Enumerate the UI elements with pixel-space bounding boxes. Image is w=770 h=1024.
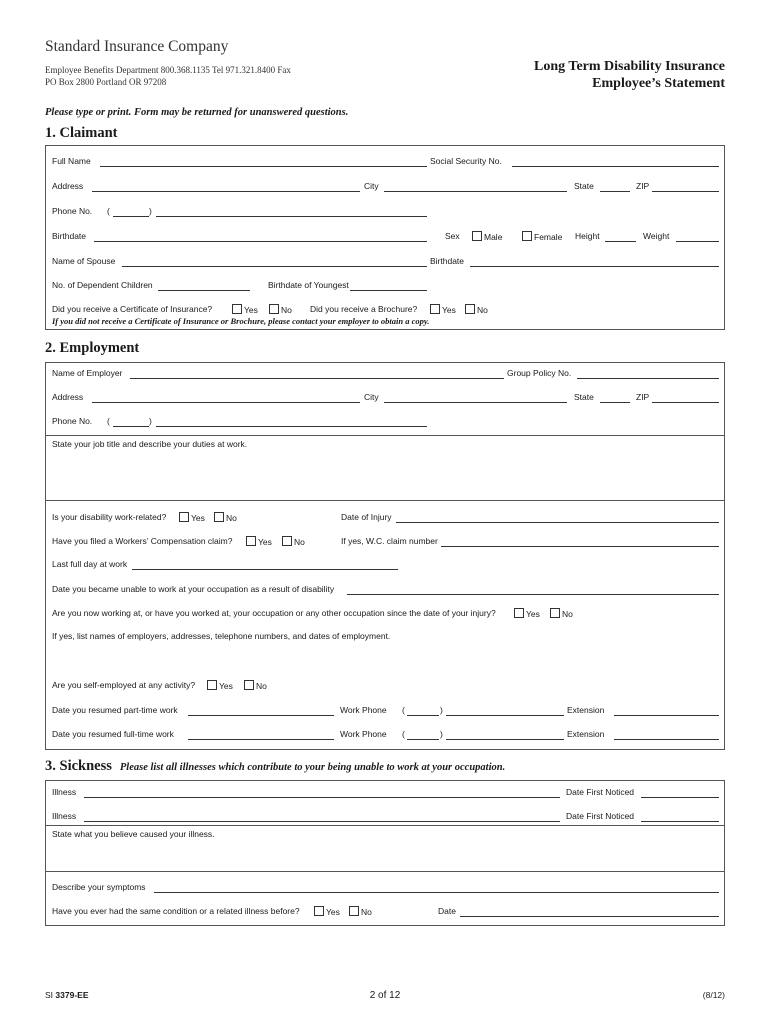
- row-address: [52, 181, 718, 194]
- certificate-yes-option[interactable]: [232, 304, 258, 315]
- part-time-phone-area-field[interactable]: [407, 705, 439, 716]
- form-number-code: 3379-EE: [55, 990, 89, 1000]
- wc-claim-field[interactable]: [441, 536, 719, 547]
- cause-label: State what you believe caused your illness.: [52, 829, 215, 839]
- address-field[interactable]: [92, 181, 360, 192]
- height-label: Height: [575, 231, 600, 241]
- illness-1-date-field[interactable]: [641, 787, 719, 798]
- revision-date: (8/12): [702, 990, 725, 1000]
- illness-label: Illness: [52, 811, 77, 821]
- certificate-question: Did you receive a Certificate of Insurance?: [52, 304, 213, 314]
- spouse-birthdate-label: Birthdate: [430, 256, 465, 266]
- certificate-note: If you did not receive a Certificate of Insurance or Brochure, please contact your employer to obtain a copy.: [52, 316, 430, 326]
- form-title-line-2: Employee’s Statement: [592, 76, 725, 91]
- job-title-label: State your job title and describe your duties at work.: [52, 439, 248, 449]
- row-phone: [52, 206, 718, 219]
- working-no-checkbox[interactable]: [550, 608, 560, 618]
- working-question: Are you now working at, or have you worked at, your occupation or any other occupation since the date of your injury?: [52, 608, 496, 618]
- work-phone-label: Work Phone: [340, 705, 387, 715]
- city-field[interactable]: [384, 181, 567, 192]
- birthdate-field[interactable]: [94, 231, 427, 242]
- employer-address-field[interactable]: [92, 392, 360, 403]
- no-label: No: [477, 305, 488, 315]
- employer-field[interactable]: [130, 368, 504, 379]
- symptoms-label: Describe your symptoms: [52, 882, 146, 892]
- no-label: No: [281, 305, 292, 315]
- female-checkbox[interactable]: [522, 231, 532, 241]
- yes-label: Yes: [191, 513, 205, 523]
- ssn-label: Social Security No.: [430, 156, 502, 166]
- workers-comp-question: Have you filed a Workers’ Compensation claim?: [52, 536, 233, 546]
- illness-1-field[interactable]: [84, 787, 560, 798]
- part-time-phone-field[interactable]: [446, 705, 564, 716]
- row-cause: [52, 829, 718, 842]
- phone-paren-open: (: [402, 729, 405, 739]
- work-phone-label: Work Phone: [340, 729, 387, 739]
- spouse-field[interactable]: [122, 256, 427, 267]
- illness-2-date-field[interactable]: [641, 811, 719, 822]
- extension-label: Extension: [567, 729, 605, 739]
- page-number: 2 of 12: [369, 990, 401, 1001]
- brochure-yes-checkbox[interactable]: [430, 304, 440, 314]
- phone-paren-open: (: [107, 206, 110, 216]
- phone-number-field[interactable]: [156, 206, 427, 217]
- yes-label: Yes: [526, 609, 540, 619]
- ssn-field[interactable]: [512, 156, 719, 167]
- same-condition-yes-checkbox[interactable]: [314, 906, 324, 916]
- yes-label: Yes: [442, 305, 456, 315]
- same-condition-no-checkbox[interactable]: [349, 906, 359, 916]
- work-related-question: Is your disability work-related?: [52, 512, 167, 522]
- brochure-no-checkbox[interactable]: [465, 304, 475, 314]
- date-label: Date: [438, 906, 456, 916]
- row-employer-phone: [52, 416, 718, 429]
- employer-address-label: Address: [52, 392, 84, 402]
- no-label: No: [562, 609, 573, 619]
- city-label: City: [364, 181, 379, 191]
- state-label: State: [574, 181, 594, 191]
- date-injury-label: Date of Injury: [341, 512, 392, 522]
- zip-field[interactable]: [652, 181, 719, 192]
- working-yes-checkbox[interactable]: [514, 608, 524, 618]
- youngest-field[interactable]: [350, 280, 427, 291]
- no-label: No: [361, 907, 372, 917]
- no-label: No: [226, 513, 237, 523]
- zip-label: ZIP: [636, 181, 650, 191]
- phone-paren-open: (: [107, 416, 110, 426]
- work-related-no-checkbox[interactable]: [214, 512, 224, 522]
- self-employed-no-checkbox[interactable]: [244, 680, 254, 690]
- department-line-2: PO Box 2800 Portland OR 97208: [45, 77, 167, 87]
- row-spouse: [52, 256, 718, 269]
- list-employers-label: If yes, list names of employers, addresses, telephone numbers, and dates of employment.: [52, 631, 391, 641]
- sickness-heading: 3. Sickness: [45, 758, 112, 774]
- row-work-related: [52, 512, 718, 525]
- workers-comp-no-checkbox[interactable]: [282, 536, 292, 546]
- male-option[interactable]: [472, 231, 502, 242]
- certificate-no-checkbox[interactable]: [269, 304, 279, 314]
- row-part-time: [52, 705, 718, 718]
- phone-label: Phone No.: [52, 206, 93, 216]
- sickness-section: [45, 780, 725, 926]
- self-employed-no-option[interactable]: [244, 680, 267, 691]
- yes-label: Yes: [258, 537, 272, 547]
- same-condition-question: Have you ever had the same condition or a related illness before?: [52, 906, 300, 916]
- weight-label: Weight: [643, 231, 670, 241]
- full-time-phone-field[interactable]: [446, 729, 564, 740]
- brochure-no-option[interactable]: [465, 304, 488, 315]
- phone-paren-open: (: [402, 705, 405, 715]
- no-label: No: [294, 537, 305, 547]
- youngest-label: Birthdate of Youngest: [268, 280, 349, 290]
- work-related-yes-checkbox[interactable]: [179, 512, 189, 522]
- row-workers-comp: [52, 536, 718, 549]
- divider: [46, 825, 724, 826]
- unable-date-field[interactable]: [347, 584, 719, 595]
- company-name: Standard Insurance Company: [45, 38, 229, 55]
- form-title-line-1: Long Term Disability Insurance: [534, 59, 725, 74]
- row-symptoms: [52, 882, 718, 895]
- self-employed-yes-checkbox[interactable]: [207, 680, 217, 690]
- employer-zip-label: ZIP: [636, 392, 650, 402]
- phone-paren-close: ): [440, 705, 443, 715]
- employer-state-label: State: [574, 392, 594, 402]
- row-full-name: [52, 156, 718, 169]
- phone-area-code-field[interactable]: [113, 206, 149, 217]
- workers-comp-yes-option[interactable]: [246, 536, 272, 547]
- section-employment-heading: 2. Employment: [45, 340, 140, 356]
- employer-phone-area-field[interactable]: [113, 416, 149, 427]
- phone-paren-close: ): [149, 416, 152, 426]
- spouse-birthdate-field[interactable]: [470, 256, 719, 267]
- employer-state-field[interactable]: [600, 392, 630, 403]
- state-field[interactable]: [600, 181, 630, 192]
- same-condition-yes-option[interactable]: [314, 906, 340, 917]
- divider: [46, 500, 724, 501]
- yes-label: Yes: [326, 907, 340, 917]
- working-yes-option[interactable]: [514, 608, 540, 619]
- address-label: Address: [52, 181, 84, 191]
- divider: [46, 871, 724, 872]
- phone-paren-close: ): [149, 206, 152, 216]
- divider: [46, 435, 724, 436]
- employer-city-label: City: [364, 392, 379, 402]
- date-first-noticed-label: Date First Noticed: [566, 811, 635, 821]
- yes-label: Yes: [219, 681, 233, 691]
- weight-field[interactable]: [676, 231, 719, 242]
- row-illness-1: [52, 787, 718, 800]
- row-job-title: [52, 439, 718, 452]
- employment-section: [45, 362, 725, 750]
- certificate-yes-checkbox[interactable]: [232, 304, 242, 314]
- height-field[interactable]: [605, 231, 636, 242]
- row-list-employers: [52, 631, 718, 644]
- row-birthdate: [52, 231, 718, 244]
- part-time-field[interactable]: [188, 705, 334, 716]
- section-sickness-heading: [45, 758, 505, 775]
- part-time-label: Date you resumed part-time work: [52, 705, 178, 715]
- employer-label: Name of Employer: [52, 368, 123, 378]
- certificate-no-option[interactable]: [269, 304, 292, 315]
- birthdate-label: Birthdate: [52, 231, 87, 241]
- full-time-extension-field[interactable]: [614, 729, 719, 740]
- illness-label: Illness: [52, 787, 77, 797]
- form-title: [534, 58, 725, 92]
- workers-comp-yes-checkbox[interactable]: [246, 536, 256, 546]
- row-last-day: [52, 559, 718, 572]
- phone-paren-close: ): [440, 729, 443, 739]
- self-employed-yes-option[interactable]: [207, 680, 233, 691]
- section-claimant-heading: 1. Claimant: [45, 125, 118, 141]
- group-policy-field[interactable]: [577, 368, 719, 379]
- full-time-field[interactable]: [188, 729, 334, 740]
- employer-city-field[interactable]: [384, 392, 567, 403]
- workers-comp-no-option[interactable]: [282, 536, 305, 547]
- form-number-prefix: SI: [45, 990, 56, 1000]
- last-day-field[interactable]: [132, 559, 398, 570]
- unable-date-label: Date you became unable to work at your occupation as a result of disability: [52, 584, 335, 594]
- children-field[interactable]: [158, 280, 250, 291]
- female-option[interactable]: [522, 231, 562, 242]
- employer-phone-field[interactable]: [156, 416, 427, 427]
- same-condition-date-field[interactable]: [460, 906, 719, 917]
- yes-label: Yes: [244, 305, 258, 315]
- male-label: Male: [484, 232, 503, 242]
- brochure-question: Did you receive a Brochure?: [310, 304, 418, 314]
- row-self-employed: [52, 680, 718, 693]
- department-line-1: Employee Benefits Department 800.368.1135 Tel 971.321.8400 Fax: [45, 65, 291, 75]
- working-no-option[interactable]: [550, 608, 573, 619]
- work-related-yes-option[interactable]: [179, 512, 205, 523]
- spouse-label: Name of Spouse: [52, 256, 116, 266]
- row-working: [52, 608, 718, 621]
- employer-zip-field[interactable]: [652, 392, 719, 403]
- employer-phone-label: Phone No.: [52, 416, 93, 426]
- full-time-phone-area-field[interactable]: [407, 729, 439, 740]
- row-children: [52, 280, 718, 293]
- sex-label: Sex: [445, 231, 460, 241]
- department-info: [45, 64, 291, 88]
- full-name-label: Full Name: [52, 156, 91, 166]
- illness-2-field[interactable]: [84, 811, 560, 822]
- female-label: Female: [534, 232, 563, 242]
- group-policy-label: Group Policy No.: [507, 368, 572, 378]
- instructions: Please type or print. Form may be returned for unanswered questions.: [45, 107, 349, 118]
- symptoms-field[interactable]: [154, 882, 719, 893]
- brochure-yes-option[interactable]: [430, 304, 456, 315]
- claimant-section: [45, 145, 725, 330]
- sickness-subheading: Please list all illnesses which contribute to your being unable to work at your occupation.: [119, 762, 506, 773]
- row-employer-address: [52, 392, 718, 405]
- date-first-noticed-label: Date First Noticed: [566, 787, 635, 797]
- extension-label: Extension: [567, 705, 605, 715]
- part-time-extension-field[interactable]: [614, 705, 719, 716]
- self-employed-question: Are you self-employed at any activity?: [52, 680, 196, 690]
- full-time-label: Date you resumed full-time work: [52, 729, 174, 739]
- date-injury-field[interactable]: [396, 512, 719, 523]
- row-full-time: [52, 729, 718, 742]
- work-related-no-option[interactable]: [214, 512, 237, 523]
- male-checkbox[interactable]: [472, 231, 482, 241]
- row-same-condition: [52, 906, 718, 919]
- full-name-field[interactable]: [100, 156, 427, 167]
- row-illness-2: [52, 811, 718, 824]
- last-day-label: Last full day at work: [52, 559, 128, 569]
- no-label: No: [256, 681, 267, 691]
- row-employer: [52, 368, 718, 381]
- row-unable-date: [52, 584, 718, 597]
- children-label: No. of Dependent Children: [52, 280, 153, 290]
- wc-claim-label: If yes, W.C. claim number: [341, 536, 438, 546]
- same-condition-no-option[interactable]: [349, 906, 372, 917]
